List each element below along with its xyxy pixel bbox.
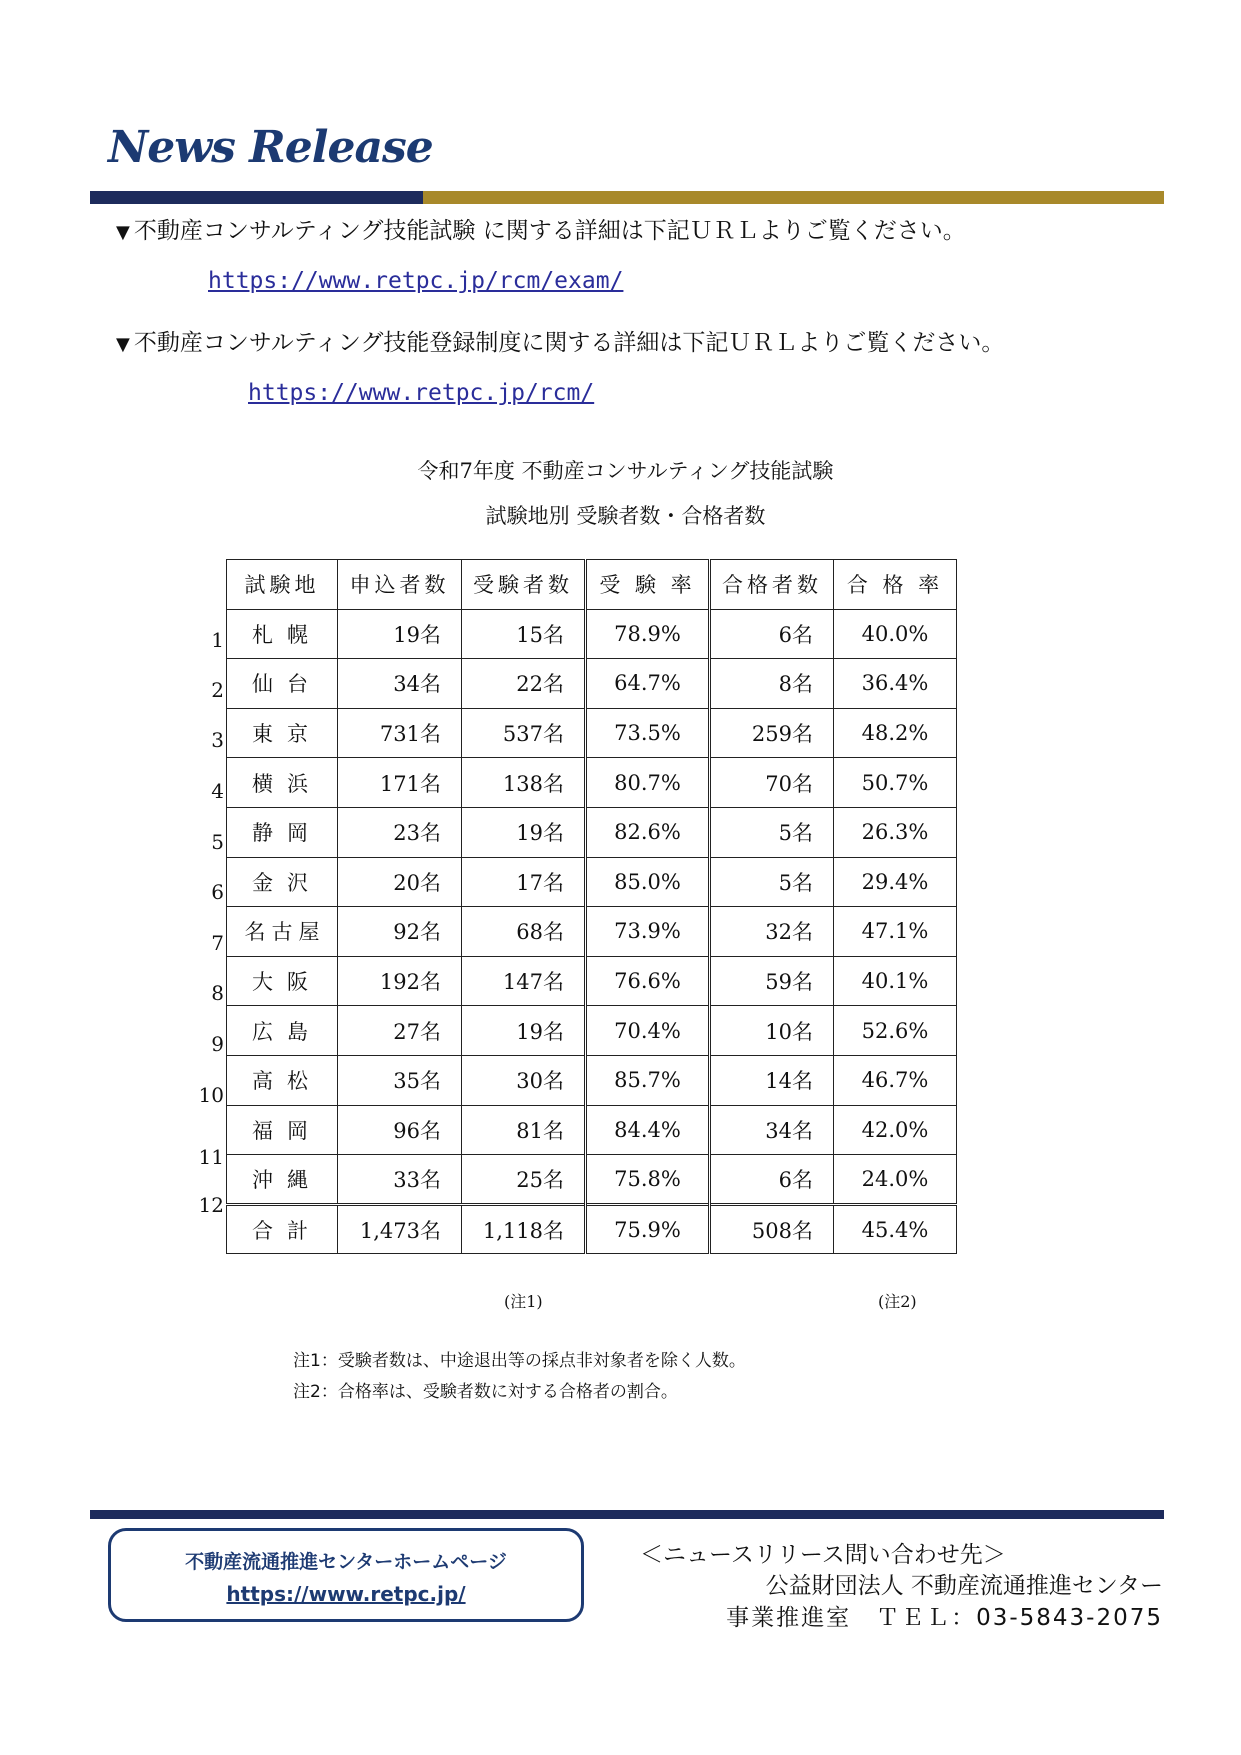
cell-total-exam-rate: 75.9%	[586, 1204, 710, 1254]
cell-examinees: 19名	[462, 807, 586, 857]
table-row	[227, 1006, 957, 1056]
cell-passers: 259名	[710, 708, 834, 758]
cell-exam-rate: 73.9%	[586, 907, 710, 957]
cell-passers: 59名	[710, 956, 834, 1006]
exam-info-line	[116, 212, 966, 245]
cell-site: 仙台	[227, 659, 338, 709]
table-title-line2: 試験地別 受験者数・合格者数	[485, 504, 766, 528]
cell-total-examinees: 1,118名	[462, 1204, 586, 1254]
cell-passers: 6名	[710, 1155, 834, 1205]
cell-exam-rate: 84.4%	[586, 1105, 710, 1155]
row-number: 5	[211, 830, 224, 854]
table-title-line1: 令和7年度 不動産コンサルティング技能試験	[417, 459, 834, 483]
footer-divider	[90, 1510, 1164, 1519]
cell-site: 金沢	[227, 857, 338, 907]
cell-applicants: 35名	[338, 1055, 462, 1105]
registration-url-link[interactable]: https://www.retpc.jp/rcm/	[248, 380, 595, 406]
cell-examinees: 19名	[462, 1006, 586, 1056]
cell-applicants: 96名	[338, 1105, 462, 1155]
cell-pass-rate: 26.3%	[834, 807, 957, 857]
exam-results-table	[226, 559, 957, 1254]
cell-pass-rate: 47.1%	[834, 907, 957, 957]
row-number: 7	[211, 931, 224, 955]
cell-site: 静岡	[227, 807, 338, 857]
cell-site: 横浜	[227, 758, 338, 808]
row-number: 1	[211, 628, 224, 652]
cell-site: 名古屋	[227, 907, 338, 957]
cell-examinees: 81名	[462, 1105, 586, 1155]
cell-examinees: 17名	[462, 857, 586, 907]
triangle-icon: ▼	[116, 222, 130, 243]
cell-pass-rate: 50.7%	[834, 758, 957, 808]
header-applicants: 申込者数	[338, 560, 462, 610]
cell-total-label: 合計	[227, 1204, 338, 1254]
footnote-1: 注1：受験者数は、中途退出等の採点非対象者を除く人数。	[293, 1351, 746, 1371]
table-row	[227, 758, 957, 808]
table-row	[227, 1155, 957, 1205]
header-site: 試験地	[227, 560, 338, 610]
row-number: 10	[198, 1083, 224, 1107]
contact-organization: 公益財団法人 不動産流通推進センター	[765, 1573, 1163, 1599]
cell-exam-rate: 82.6%	[586, 807, 710, 857]
cell-site: 高松	[227, 1055, 338, 1105]
table-row	[227, 708, 957, 758]
contact-heading: ＜ニュースリリース問い合わせ先＞	[640, 1542, 1006, 1568]
footnote-2: 注2：合格率は、受験者数に対する合格者の割合。	[293, 1382, 678, 1402]
cell-exam-rate: 70.4%	[586, 1006, 710, 1056]
cell-applicants: 92名	[338, 907, 462, 957]
cell-examinees: 138名	[462, 758, 586, 808]
cell-passers: 8名	[710, 659, 834, 709]
cell-exam-rate: 78.9%	[586, 609, 710, 659]
row-number: 11	[198, 1145, 224, 1169]
cell-exam-rate: 73.5%	[586, 708, 710, 758]
cell-passers: 5名	[710, 857, 834, 907]
cell-examinees: 147名	[462, 956, 586, 1006]
cell-applicants: 23名	[338, 807, 462, 857]
homepage-label: 不動産流通推進センターホームページ	[185, 1551, 507, 1573]
cell-applicants: 20名	[338, 857, 462, 907]
row-number: 4	[211, 779, 224, 803]
cell-examinees: 537名	[462, 708, 586, 758]
cell-passers: 32名	[710, 907, 834, 957]
homepage-box	[108, 1528, 584, 1622]
cell-exam-rate: 85.7%	[586, 1055, 710, 1105]
cell-examinees: 25名	[462, 1155, 586, 1205]
cell-site: 福岡	[227, 1105, 338, 1155]
cell-pass-rate: 29.4%	[834, 857, 957, 907]
cell-examinees: 15名	[462, 609, 586, 659]
header-passers: 合格者数	[710, 560, 834, 610]
table-row	[227, 609, 957, 659]
cell-pass-rate: 40.1%	[834, 956, 957, 1006]
triangle-icon: ▼	[116, 334, 130, 355]
registration-info-line	[116, 324, 1004, 357]
cell-passers: 10名	[710, 1006, 834, 1056]
cell-pass-rate: 42.0%	[834, 1105, 957, 1155]
cell-examinees: 68名	[462, 907, 586, 957]
row-number: 12	[198, 1193, 224, 1217]
header-examinees: 受験者数	[462, 560, 586, 610]
cell-exam-rate: 76.6%	[586, 956, 710, 1006]
exam-url-link[interactable]: https://www.retpc.jp/rcm/exam/	[208, 268, 624, 294]
table-row	[227, 1055, 957, 1105]
registration-info-text: 不動産コンサルティング技能登録制度に関する詳細は下記ＵＲＬよりご覧ください。	[133, 330, 1005, 356]
cell-site: 東京	[227, 708, 338, 758]
cell-passers: 14名	[710, 1055, 834, 1105]
cell-applicants: 171名	[338, 758, 462, 808]
cell-passers: 6名	[710, 609, 834, 659]
cell-applicants: 34名	[338, 659, 462, 709]
cell-pass-rate: 48.2%	[834, 708, 957, 758]
cell-applicants: 192名	[338, 956, 462, 1006]
cell-total-passers: 508名	[710, 1204, 834, 1254]
cell-total-applicants: 1,473名	[338, 1204, 462, 1254]
row-number: 3	[211, 728, 224, 752]
cell-site: 広島	[227, 1006, 338, 1056]
cell-exam-rate: 80.7%	[586, 758, 710, 808]
cell-examinees: 30名	[462, 1055, 586, 1105]
cell-site: 大阪	[227, 956, 338, 1006]
note-marker-1: (注1)	[504, 1292, 543, 1311]
cell-pass-rate: 52.6%	[834, 1006, 957, 1056]
note-marker-2: (注2)	[878, 1292, 917, 1311]
cell-passers: 5名	[710, 807, 834, 857]
cell-pass-rate: 36.4%	[834, 659, 957, 709]
table-row	[227, 659, 957, 709]
cell-exam-rate: 75.8%	[586, 1155, 710, 1205]
contact-department: 事業推進室 ＴＥＬ：03-5843-2075	[726, 1605, 1163, 1631]
cell-site: 沖縄	[227, 1155, 338, 1205]
table-row	[227, 807, 957, 857]
header-divider	[90, 191, 1164, 204]
cell-exam-rate: 64.7%	[586, 659, 710, 709]
table-total-row	[227, 1204, 957, 1254]
homepage-link[interactable]: https://www.retpc.jp/	[226, 1582, 466, 1606]
row-number: 9	[211, 1032, 224, 1056]
cell-total-pass-rate: 45.4%	[834, 1204, 957, 1254]
cell-exam-rate: 85.0%	[586, 857, 710, 907]
header-pass-rate: 合 格 率	[834, 560, 957, 610]
cell-pass-rate: 24.0%	[834, 1155, 957, 1205]
table-row	[227, 956, 957, 1006]
cell-applicants: 27名	[338, 1006, 462, 1056]
cell-applicants: 33名	[338, 1155, 462, 1205]
exam-info-text: 不動産コンサルティング技能試験 に関する詳細は下記ＵＲＬよりご覧ください。	[133, 218, 966, 244]
row-number: 6	[211, 880, 224, 904]
row-number: 8	[211, 981, 224, 1005]
cell-pass-rate: 46.7%	[834, 1055, 957, 1105]
header-exam-rate: 受 験 率	[586, 560, 710, 610]
cell-examinees: 22名	[462, 659, 586, 709]
cell-applicants: 731名	[338, 708, 462, 758]
cell-pass-rate: 40.0%	[834, 609, 957, 659]
cell-passers: 70名	[710, 758, 834, 808]
news-release-title: News Release	[108, 122, 433, 173]
table-header-row	[227, 560, 957, 610]
cell-passers: 34名	[710, 1105, 834, 1155]
cell-applicants: 19名	[338, 609, 462, 659]
row-number: 2	[211, 678, 224, 702]
cell-site: 札幌	[227, 609, 338, 659]
table-row	[227, 907, 957, 957]
table-row	[227, 1105, 957, 1155]
table-row	[227, 857, 957, 907]
